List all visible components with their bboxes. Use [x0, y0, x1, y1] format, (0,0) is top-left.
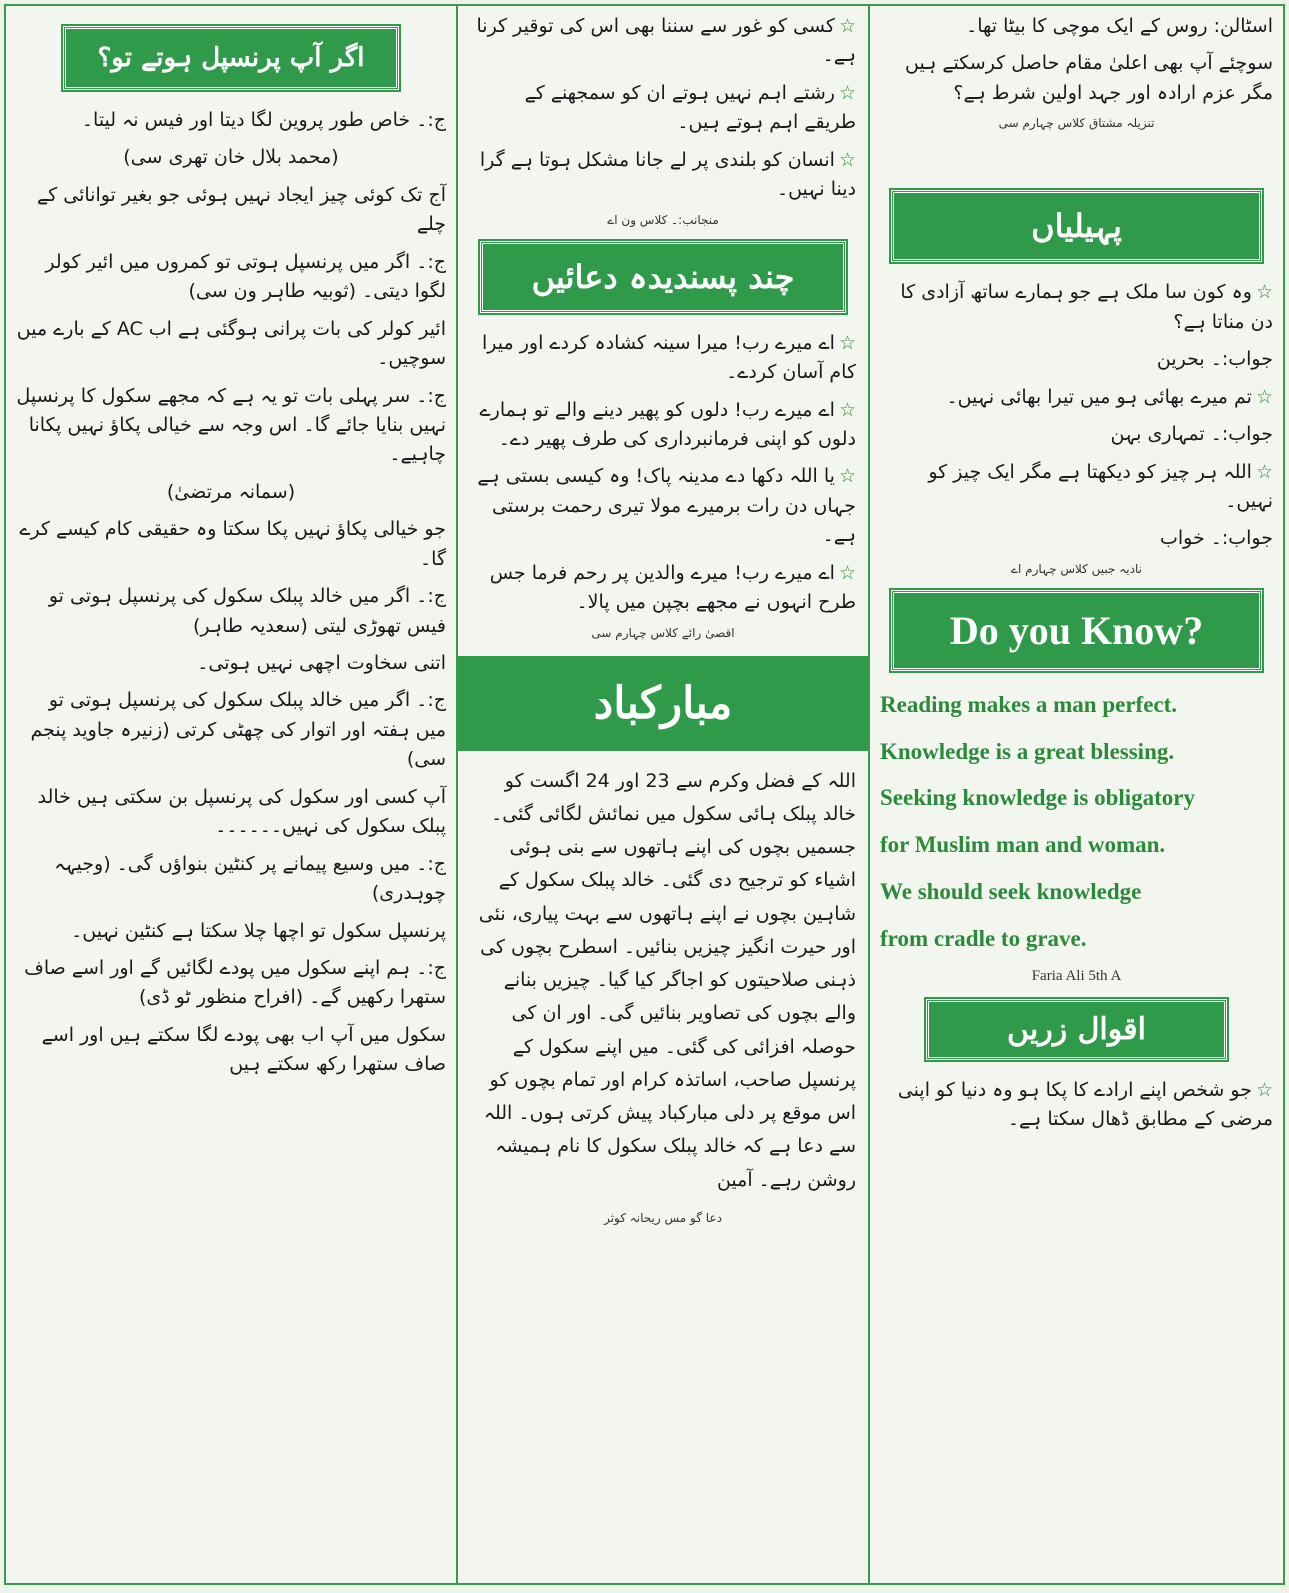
left-column	[6, 6, 456, 1583]
dyk-line: We should seek knowledge	[880, 879, 1142, 904]
mubarak-credit: دعا گو مس ریحانہ کوثر	[604, 1210, 722, 1225]
comment-entry: آج تک کوئی چیز ایجاد نہیں ہوئی جو بغیر توانائی کے چلے	[37, 183, 446, 236]
riddle-question: ☆ وہ کون سا ملک ہے جو ہمارے ساتھ آزادی کا دن مناتا ہے؟	[880, 278, 1273, 337]
sayings-credit: منجانب:۔ کلاس ون اے	[607, 212, 719, 227]
answer-entry: ج:۔ اگر میں پرنسپل ہوتی تو کمروں میں ائیر کولر لگوا دیتی۔ (ثوبیہ طاہر ون سی)	[45, 250, 446, 303]
answer-entry: ج:۔ ہم اپنے سکول میں پودے لگائیں گے اور اسے صاف ستھرا رکھیں گے۔ (افراح منظور ٹو ڈی)	[24, 956, 446, 1009]
right-column	[868, 6, 1283, 1583]
riddle-question: ☆ تم میرے بھائی ہو میں تیرا بھائی نہیں۔	[880, 383, 1273, 412]
comment-entry: اتنی سخاوت اچھی نہیں ہوتی۔	[197, 652, 446, 674]
riddle-answer: جواب:۔ خواب	[1159, 527, 1273, 550]
answer-author: (سمانہ مرتضیٰ)	[166, 480, 296, 503]
duas-credit: اقصیٰ رائے کلاس چہارم سی	[591, 625, 735, 640]
quote-text: ☆ جو شخص اپنے ارادے کا پکا ہو وہ دنیا کو اپنی مرضی کے مطابق ڈھال سکتا ہے۔	[880, 1076, 1273, 1135]
riddle-question: ☆ اللہ ہر چیز کو دیکھتا ہے مگر ایک چیز کو نہیں۔	[880, 458, 1273, 517]
saying-line: ☆ رشتے اہم نہیں ہوتے ان کو سمجھنے کے طریقے اہم ہوتے ہیں۔	[470, 79, 856, 138]
answer-entry: ج:۔ اگر میں خالد پبلک سکول کی پرنسپل ہوتی تو فیس تھوڑی لیتی (سعدیہ طاہر)	[48, 585, 446, 637]
intro-line: اسٹالن: روس کے ایک موچی کا بیٹا تھا۔	[966, 15, 1273, 37]
newspaper-page	[4, 4, 1285, 1585]
duas-title: چند پسندیدہ دعائیں	[480, 241, 846, 313]
answer-entry: ج:۔ سر پہلی بات تو یہ ہے کہ مجھے سکول کا پرنسپل نہیں بنایا جائے گا۔ اس وجہ سے خیالی پکاؤ نہیں پکانا چاہیے۔	[16, 384, 446, 466]
dua-line: ☆ اے میرے رب! دلوں کو پھیر دینے والے تو ہمارے دلوں کو اپنی فرمانبرداری کی طرف پھیر دے۔	[470, 396, 856, 455]
dua-line: ☆ یا اللہ دکھا دے مدینہ پاک! وہ کیسی بستی ہے جہاں دن رات برمیرے مولا تیری رحمت برستی ہے۔	[470, 462, 856, 550]
dyk-line: Knowledge is a great blessing.	[880, 738, 1175, 764]
mubarak-title: مبارکباد	[458, 656, 868, 751]
comment-entry: سکول میں آپ اب بھی پودے لگا سکتے ہیں اور اسے صاف ستھرا رکھ سکتے ہیں	[41, 1023, 446, 1076]
answer-author: (محمد بلال خان تھری سی)	[123, 146, 339, 169]
dua-line: ☆ اے میرے رب! میرا سینہ کشادہ کردے اور میرا کام آسان کردے۔	[470, 329, 856, 388]
intro-line: سوچئے آپ بھی اعلیٰ مقام حاصل کرسکتے ہیں مگر عزم ارادہ اور جہد اولین شرط ہے؟	[905, 52, 1273, 104]
do-you-know-title: Do you Know?	[891, 590, 1263, 671]
saying-line: ☆ کسی کو غور سے سننا بھی اس کی توقیر کرنا ہے۔	[470, 12, 856, 71]
comment-entry: جو خیالی پکاؤ نہیں پکا سکتا وہ حقیقی کام کیسے کرے گا۔	[19, 518, 446, 570]
riddles-title: پہیلیاں	[891, 190, 1263, 262]
mubarak-text: اللہ کے فضل وکرم سے 23 اور 24 اگست کو خالد پبلک ہائی سکول میں نمائش لگائی گئی۔ جسمیں بچوں کی اپنے ہاتھوں سے بنی ہوئی اشیاء کو ترجیح دی گئی۔ خالد پبلک سکول کے شاہین بچوں نے اپنے ہاتھوں سے بہت پیاری، نئی اور حیرت انگیز چیزیں بنائیں۔ اسطرح بچوں کی ذہنی صلاحیتوں کو اجاگر کیا گیا۔ چیزیں بنانے والے بچوں کی تصاویر بنائیں گی۔ اور ان کی حوصلہ افزائی کی گئی۔ میں اپنے سکول کے پرنسپل صاحب، اساتذہ کرام اور تمام بچوں کو اس موقع پر دلی مبارکباد پیش کرتی ہوں۔ اللہ سے دعا ہے کہ خالد پبلک سکول کا نام ہمیشہ روشن رہے۔ آمین	[478, 769, 856, 1191]
dyk-credit: Faria Ali 5th A	[1031, 967, 1122, 984]
principal-title: اگر آپ پرنسپل ہوتے تو؟	[63, 26, 399, 90]
dyk-line: Reading makes a man perfect.	[880, 691, 1178, 717]
comment-entry: پرنسپل سکول تو اچھا چلا سکتا ہے کنٹین نہیں۔	[71, 919, 446, 942]
intro-credit: تنزیلہ مشتاق کلاس چہارم سی	[998, 116, 1155, 131]
comment-entry: آپ کسی اور سکول کی پرنسپل بن سکتی ہیں خالد پبلک سکول کی نہیں۔۔۔۔۔۔	[37, 785, 446, 838]
dyk-line: for Muslim man and woman.	[880, 832, 1166, 858]
dyk-line: from cradle to grave.	[880, 925, 1087, 951]
do-you-know-text	[880, 687, 1273, 958]
middle-column	[456, 6, 868, 1583]
answer-entry: ج:۔ خاص طور پروین لگا دیتا اور فیس نہ لیتا۔	[81, 109, 446, 131]
answer-entry: ج:۔ اگر میں خالد پبلک سکول کی پرنسپل ہوتی تو میں ہفتہ اور اتوار کی چھٹی کرتی (زنیرہ جاوید پنجم سی)	[30, 689, 446, 771]
riddle-answer: جواب:۔ بحرین	[1156, 348, 1273, 371]
riddle-answer: جواب:۔ تمہاری بہن	[1110, 423, 1273, 446]
riddles-credit: نادیہ جبیں کلاس چہارم اے	[1011, 561, 1142, 576]
dyk-line: Seeking knowledge is obligatory	[880, 785, 1196, 811]
dua-line: ☆ اے میرے رب! میرے والدین پر رحم فرما جس طرح انہوں نے مجھے بچپن میں پالا۔	[470, 559, 856, 618]
saying-line: ☆ انسان کو بلندی پر لے جانا مشکل ہوتا ہے گرا دینا نہیں۔	[470, 146, 856, 205]
answer-entry: ج:۔ میں وسیع پیمانے پر کنٹین بنواؤں گی۔ (وجیہہ چوہدری)	[54, 852, 446, 905]
comment-entry: ائیر کولر کی بات پرانی ہوگئی ہے اب AC کے بارے میں سوچیں۔	[16, 317, 446, 370]
quotes-title: اقوال زریں	[926, 999, 1227, 1060]
